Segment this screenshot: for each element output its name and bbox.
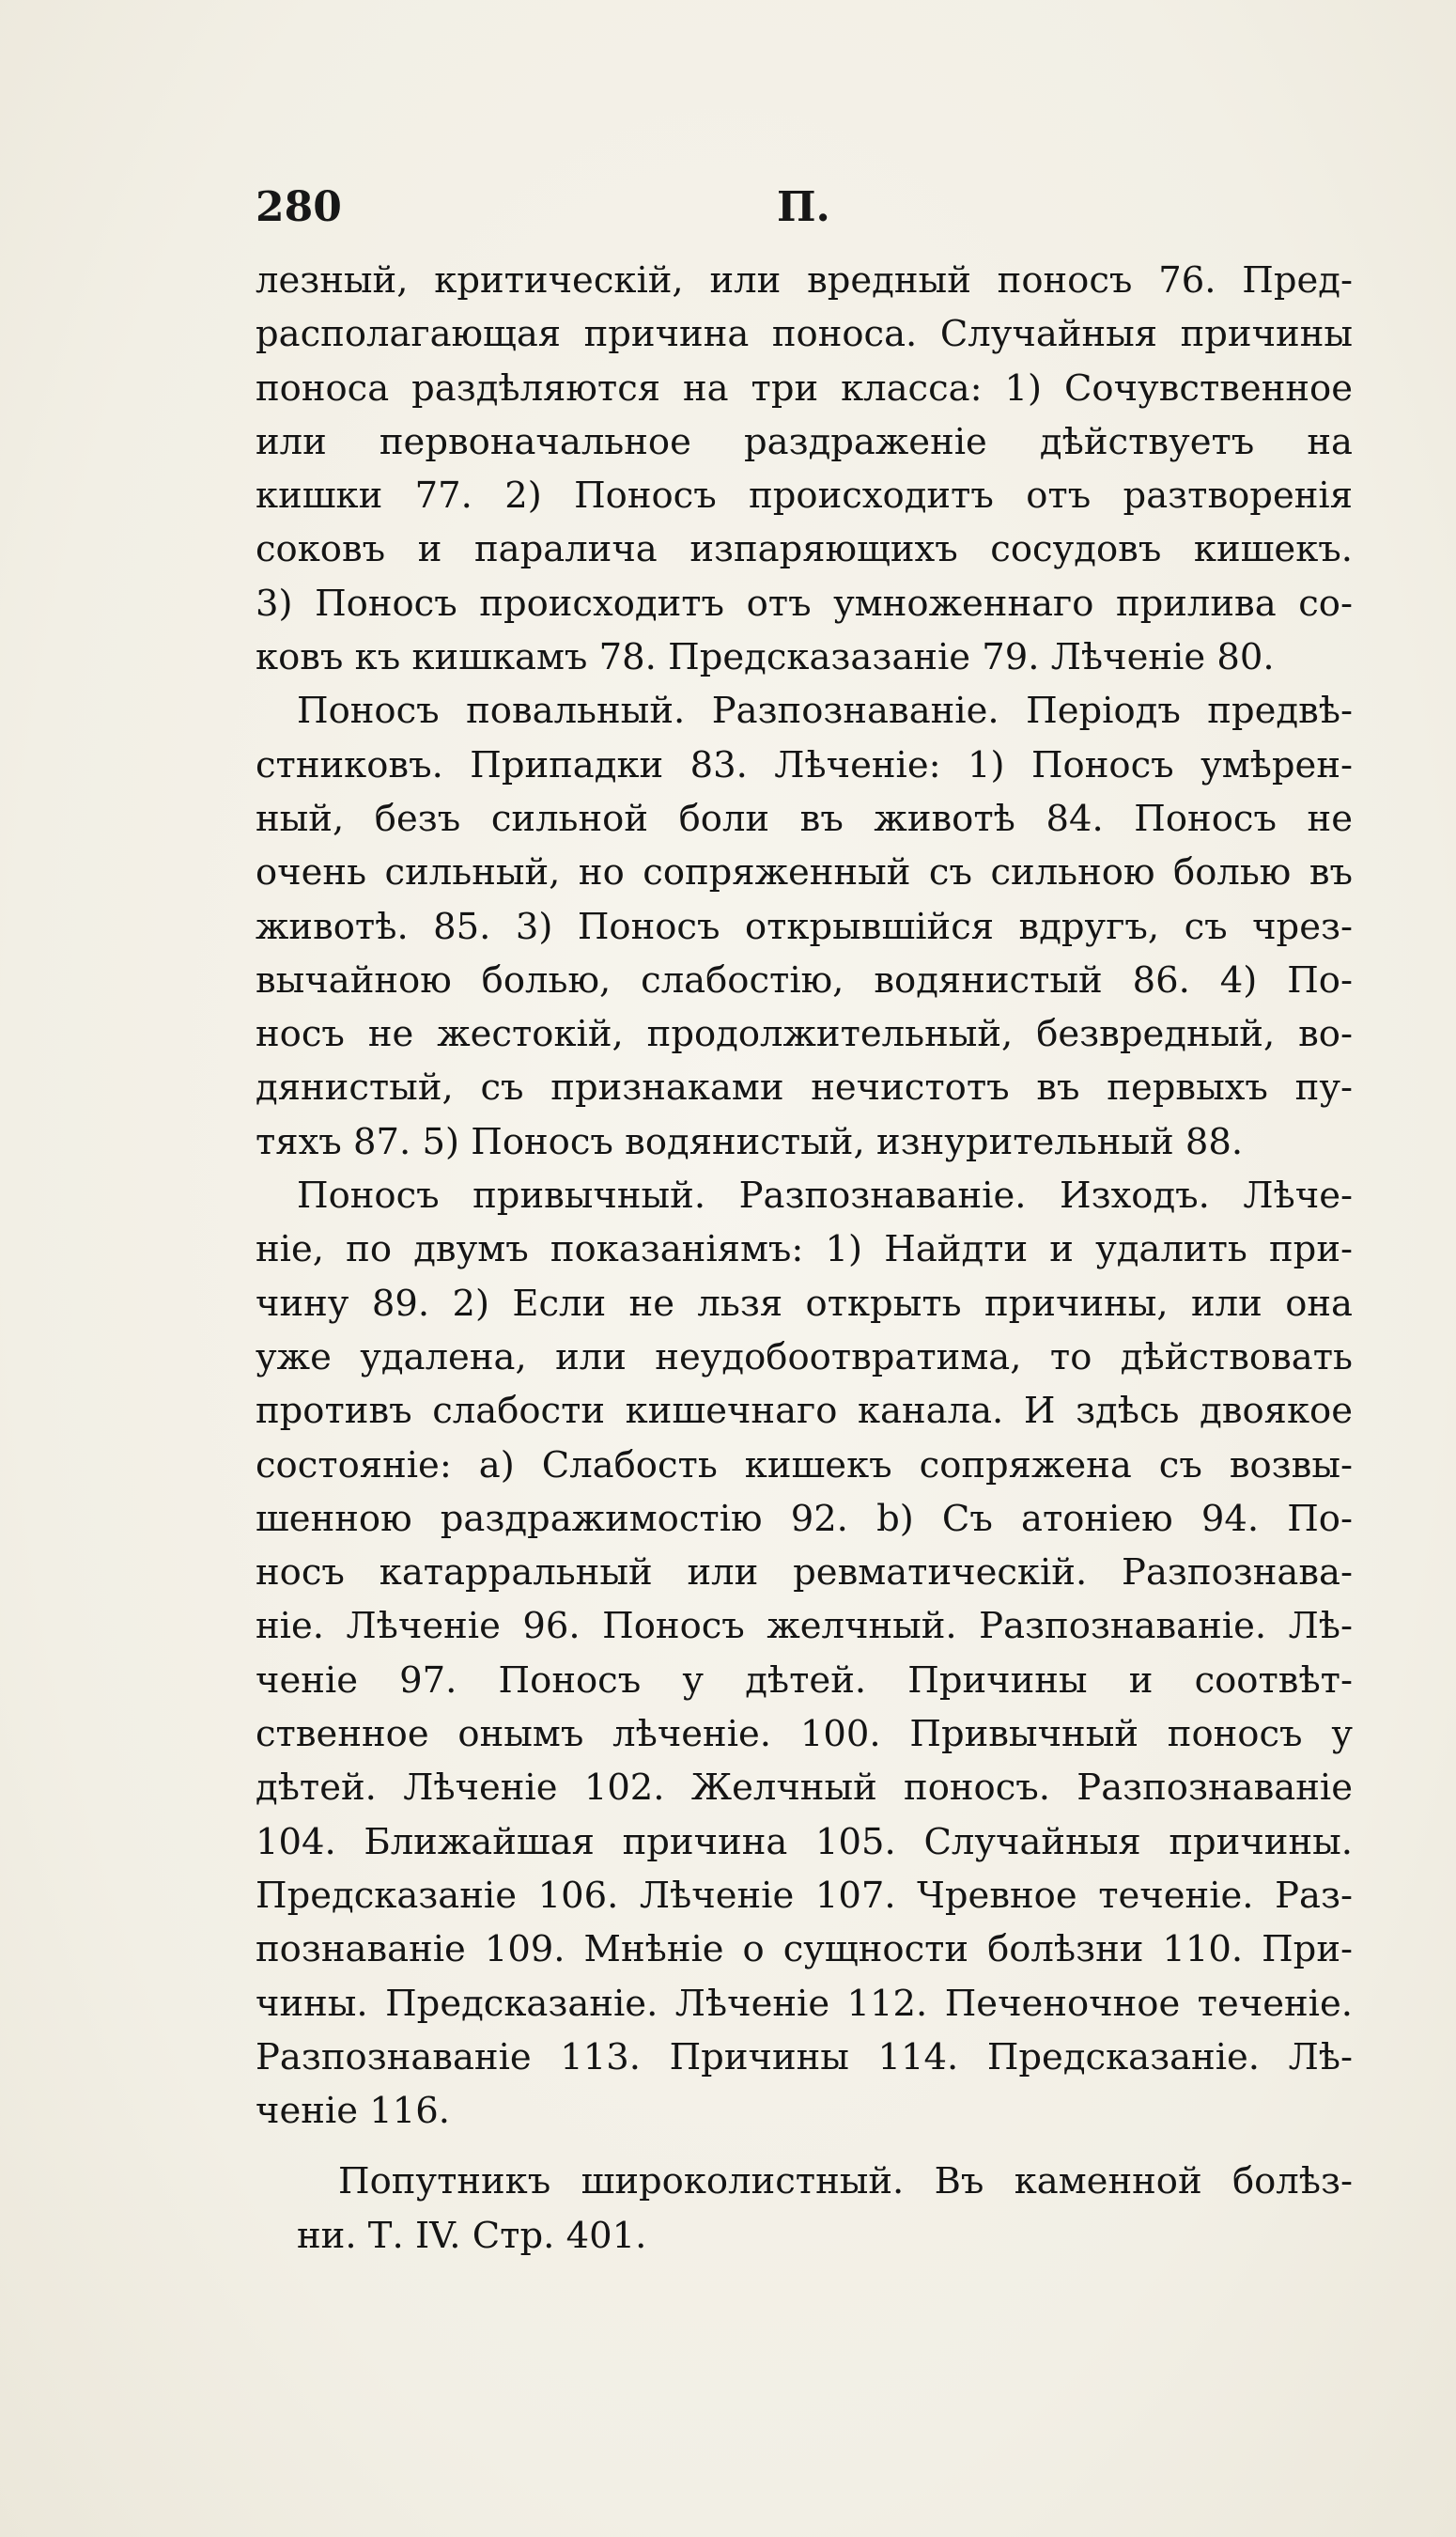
text-line: ніе. Лѣченіе 96. Поносъ желчный. Разпознаваніе. Лѣ-	[256, 1605, 1353, 1648]
page-number: 280	[256, 183, 342, 231]
text-line: 104. Ближайшая причина 105. Случайныя причины.	[256, 1820, 1353, 1863]
text-line: уже удалена, или неудобоотвратима, то дѣйствовать	[256, 1335, 1353, 1378]
text-line: животѣ. 85. 3) Поносъ открывшійся вдругъ, съ чрез-	[256, 905, 1353, 948]
text-line: Поносъ повальный. Разпознаваніе. Періодъ предвѣ-	[297, 690, 1353, 733]
text-line: Попутникъ широколистный. Въ каменной болѣз-	[338, 2160, 1353, 2203]
text-line: носъ не жестокій, продолжительный, безвредный, во-	[256, 1013, 1353, 1056]
body-text	[256, 254, 1353, 2263]
text-line: тяхъ 87. 5) Поносъ водянистый, изнурительный 88.	[256, 1120, 1244, 1163]
text-line: Разпознаваніе 113. Причины 114. Предсказаніе. Лѣ-	[256, 2035, 1353, 2078]
text-line: Предсказаніе 106. Лѣченіе 107. Чревное теченіе. Раз-	[256, 1874, 1353, 1917]
text-line: поноса раздѣляются на три класса: 1) Сочувственное	[256, 366, 1353, 410]
text-line: располагающая причина поноса. Случайныя причины	[256, 313, 1353, 356]
text-line: носъ катарральный или ревматическій. Разпознава-	[256, 1551, 1353, 1595]
paragraph-2	[256, 684, 1353, 1169]
text-line: чины. Предсказаніе. Лѣченіе 112. Печеночное теченіе.	[256, 1982, 1353, 2025]
text-line: лезный, критическій, или вредный поносъ 76. Пред-	[256, 259, 1353, 302]
text-line: противъ слабости кишечнаго канала. И здѣсь двоякое	[256, 1390, 1353, 1433]
text-line: Поносъ привычный. Разпознаваніе. Изходъ. Лѣче-	[297, 1175, 1353, 1218]
text-line: 3) Поносъ происходитъ отъ умноженнаго прилива со-	[256, 582, 1353, 625]
text-line: ніе, по двумъ показаніямъ: 1) Найдти и удалить при-	[256, 1228, 1353, 1271]
text-line: ченіе 97. Поносъ у дѣтей. Причины и соотвѣт-	[256, 1658, 1353, 1702]
text-line: ченіе 116.	[256, 2090, 450, 2133]
text-line: ни. Т. IV. Стр. 401.	[297, 2214, 647, 2257]
text-line: вычайною болью, слабостію, водянистый 86. 4) По-	[256, 958, 1353, 1002]
paragraph-4	[256, 2155, 1353, 2263]
text-line: или первоначальное раздраженіе дѣйствуетъ на	[256, 420, 1353, 463]
text-line: кишки 77. 2) Поносъ происходитъ отъ разтворенія	[256, 475, 1353, 518]
page-header	[256, 183, 1200, 240]
running-head: П.	[777, 183, 830, 231]
text-line: ственное онымъ лѣченіе. 100. Привычный поносъ у	[256, 1713, 1353, 1756]
paragraph-3	[256, 1169, 1353, 2138]
paragraph-1	[256, 254, 1353, 684]
text-line: познаваніе 109. Мнѣніе о сущности болѣзни 110. При-	[256, 1928, 1353, 1971]
text-line: стниковъ. Припадки 83. Лѣченіе: 1) Поносъ умѣрен-	[256, 743, 1353, 786]
text-line: дѣтей. Лѣченіе 102. Желчный поносъ. Разпознаваніе	[256, 1767, 1353, 1810]
text-line: ковъ къ кишкамъ 78. Предсказазаніе 79. Лѣченіе 80.	[256, 636, 1275, 679]
text-line: шенною раздражимостію 92. b) Съ атоніею 94. По-	[256, 1497, 1353, 1540]
text-line: состояніе: а) Слабость кишекъ сопряжена съ возвы-	[256, 1443, 1353, 1486]
text-line: ный, безъ сильной боли въ животѣ 84. Поносъ не	[256, 797, 1353, 840]
text-line: соковъ и паралича изпаряющихъ сосудовъ кишекъ.	[256, 528, 1353, 571]
text-line: дянистый, съ признаками нечистотъ въ первыхъ пу-	[256, 1066, 1353, 1110]
text-line: чину 89. 2) Если не льзя открыть причины, или она	[256, 1282, 1353, 1325]
text-line: очень сильный, но сопряженный съ сильною болью въ	[256, 851, 1353, 895]
